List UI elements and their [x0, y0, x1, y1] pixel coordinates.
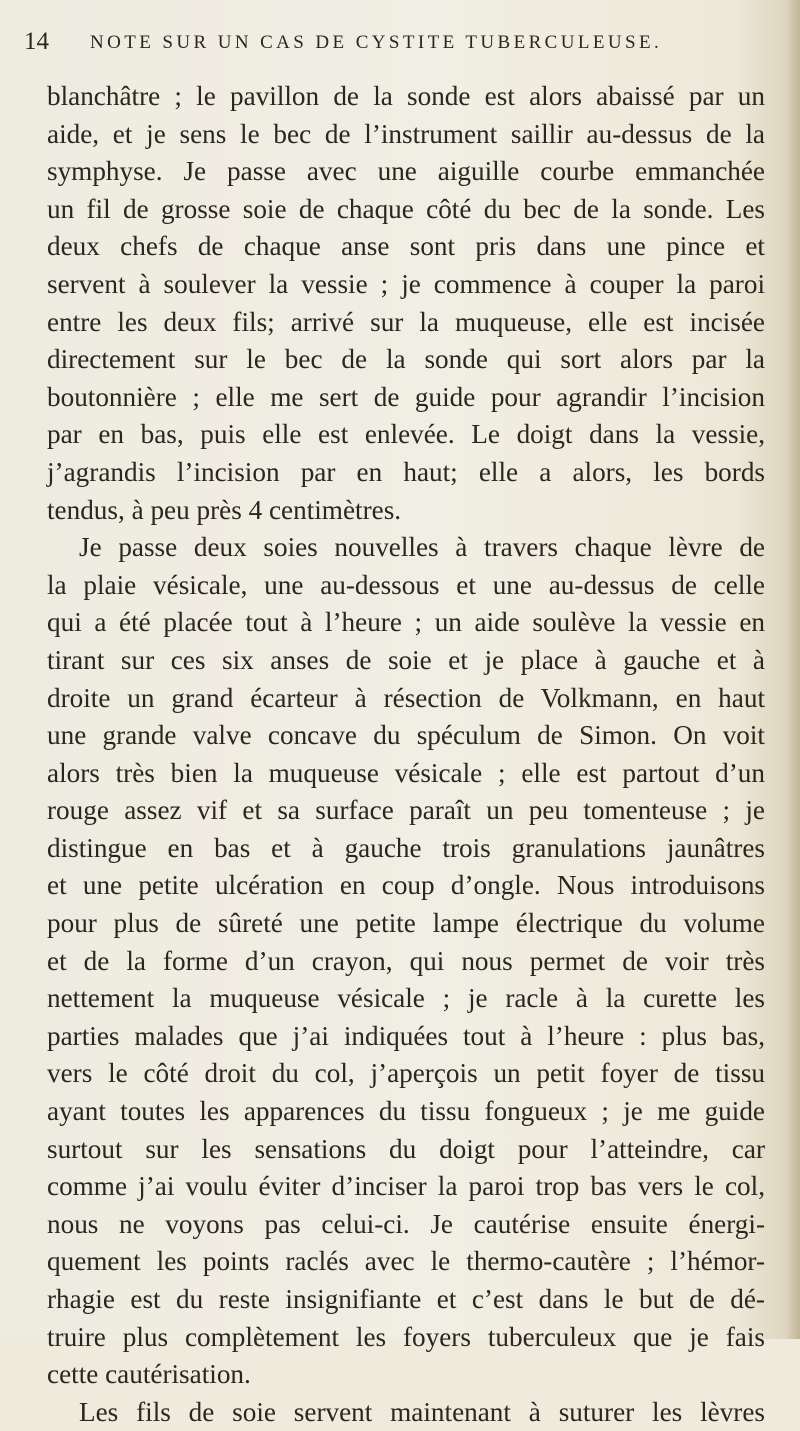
text-line: qui a été placée tout à l’heure ; un aide soulève la vessie en	[47, 607, 765, 638]
text-line: pour plus de sûreté une petite lampe électrique du volume	[47, 908, 765, 939]
text-line: deux chefs de chaque anse sont pris dans une pince et	[47, 231, 765, 262]
text-line: boutonnière ; elle me sert de guide pour agrandir l’incision	[47, 381, 765, 412]
text-line: rhagie est du reste insignifiante et c’est dans le but de dé-	[47, 1284, 765, 1314]
text-line: surtout sur les sensations du doigt pour l’atteindre, car	[47, 1133, 765, 1164]
text-line: parties malades que j’ai indiquées tout à l’heure : plus bas,	[47, 1020, 765, 1051]
text-line-paragraph-start: Les fils de soie servent maintenant à suturer les lèvres	[79, 1396, 765, 1427]
text-line: nettement la muqueuse vésicale ; je racle à la curette les	[47, 983, 765, 1014]
text-line: j’agrandis l’incision par en haut; elle a alors, les bords	[47, 456, 765, 487]
text-line: ayant toutes les apparences du tissu fongueux ; je me guide	[47, 1096, 765, 1127]
text-line: truire plus complètement les foyers tuberculeux que je fais	[47, 1321, 765, 1352]
text-line: distingue en bas et à gauche trois granulations jaunâtres	[47, 832, 765, 863]
text-line: blanchâtre ; le pavillon de la sonde est alors abaissé par un	[47, 81, 765, 111]
text-line: servent à soulever la vessie ; je commence à couper la paroi	[47, 268, 765, 299]
text-line: vers le côté droit du col, j’aperçois un petit foyer de tissu	[47, 1058, 765, 1089]
text-line: tirant sur ces six anses de soie et je place à gauche et à	[47, 644, 765, 675]
text-line: symphyse. Je passe avec une aiguille courbe emmanchée	[47, 156, 765, 187]
text-line: par en bas, puis elle est enlevée. Le doigt dans la vessie,	[47, 419, 765, 450]
text-line: rouge assez vif et sa surface paraît un peu tomenteuse ; je	[47, 795, 765, 826]
running-title: NOTE SUR UN CAS DE CYSTITE TUBERCULEUSE.	[90, 32, 663, 53]
text-line-paragraph-end: cette cautérisation.	[47, 1359, 251, 1390]
text-line-paragraph-end: tendus, à peu près 4 centimètres.	[47, 494, 402, 525]
page-header	[24, 26, 764, 66]
text-line: la plaie vésicale, une au-dessous et une au-dessus de celle	[47, 569, 765, 600]
body-text	[47, 78, 765, 1431]
text-line: quement les points raclés avec le thermo-cautère ; l’hémor-	[47, 1246, 765, 1277]
text-line: un fil de grosse soie de chaque côté du bec de la sonde. Les	[47, 193, 765, 224]
text-line: comme j’ai voulu éviter d’inciser la paroi trop bas vers le col,	[47, 1171, 765, 1202]
text-line: et de la forme d’un crayon, qui nous permet de voir très	[47, 945, 765, 976]
text-line: et une petite ulcération en coup d’ongle. Nous introduisons	[47, 870, 765, 901]
text-line: nous ne voyons pas celui-ci. Je cautérise ensuite énergi-	[47, 1208, 765, 1239]
text-line-paragraph-start: Je passe deux soies nouvelles à travers chaque lèvre de	[79, 532, 765, 563]
page-number: 14	[24, 28, 49, 55]
text-line: droite un grand écarteur à résection de Volkmann, en haut	[47, 682, 765, 713]
text-line: une grande valve concave du spéculum de Simon. On voit	[47, 720, 765, 751]
text-line: entre les deux fils; arrivé sur la muqueuse, elle est incisée	[47, 306, 765, 337]
page-edge-shadow	[786, 0, 800, 1339]
text-line: alors très bien la muqueuse vésicale ; elle est partout d’un	[47, 757, 765, 788]
text-line: aide, et je sens le bec de l’instrument saillir au-dessus de la	[47, 118, 765, 149]
text-line: directement sur le bec de la sonde qui sort alors par la	[47, 344, 765, 375]
